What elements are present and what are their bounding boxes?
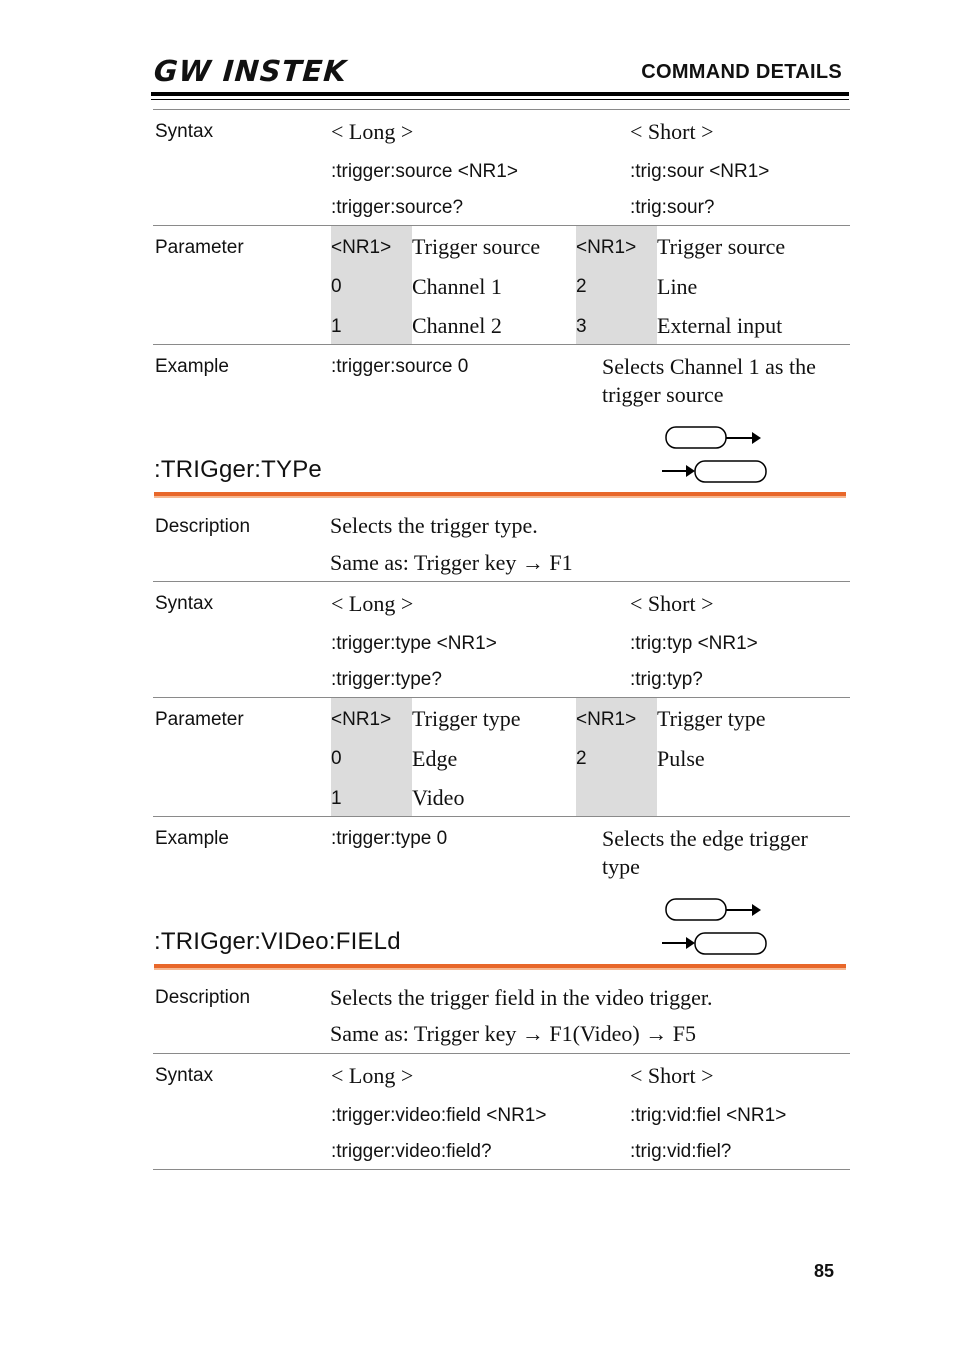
- short-query: :trig:sour?: [630, 197, 715, 218]
- param-desc: Line: [657, 274, 698, 299]
- command-title: :TRIGger:TYPe: [154, 456, 322, 483]
- divider: [153, 1053, 850, 1054]
- brand-logo: GW INSTEK: [152, 54, 349, 88]
- description-text: Selects the trigger type.: [330, 513, 538, 538]
- long-heading: < Long >: [331, 1063, 414, 1088]
- title-underline-shadow: [154, 968, 846, 970]
- param-code: 0: [331, 748, 342, 769]
- section-header: COMMAND DETAILS: [641, 61, 842, 83]
- param-code: <NR1>: [576, 709, 637, 730]
- set-query-icon: [660, 897, 770, 959]
- title-underline-shadow: [154, 496, 846, 498]
- param-code: 1: [331, 316, 342, 337]
- example-label: Example: [155, 828, 229, 849]
- param-desc: Pulse: [657, 746, 705, 771]
- param-code: 2: [576, 276, 587, 297]
- short-command: :trig:vid:fiel <NR1>: [630, 1105, 787, 1126]
- description-text: Same as: Trigger key → F1: [330, 550, 573, 575]
- divider: [153, 816, 850, 817]
- short-query: :trig:vid:fiel?: [630, 1141, 732, 1162]
- long-command: :trigger:video:field <NR1>: [331, 1105, 547, 1126]
- syntax-label: Syntax: [155, 1065, 214, 1086]
- divider: [153, 1169, 850, 1170]
- param-code: <NR1>: [576, 237, 637, 258]
- long-query: :trigger:type?: [331, 669, 442, 690]
- parameter-label: Parameter: [155, 709, 244, 730]
- param-desc: Trigger source: [657, 234, 786, 259]
- short-command: :trig:sour <NR1>: [630, 161, 770, 182]
- short-command: :trig:typ <NR1>: [630, 633, 758, 654]
- param-desc: Channel 2: [412, 313, 502, 338]
- syntax-label: Syntax: [155, 121, 214, 142]
- short-heading: < Short >: [630, 119, 714, 144]
- param-code: 0: [331, 276, 342, 297]
- set-query-icon: [660, 425, 770, 487]
- param-desc: External input: [657, 313, 783, 338]
- description-text: Selects the trigger field in the video trigger.: [330, 985, 713, 1010]
- header-rule-thin: [151, 99, 849, 100]
- long-query: :trigger:source?: [331, 197, 464, 218]
- long-query: :trigger:video:field?: [331, 1141, 492, 1162]
- example-desc: Selects Channel 1 as the: [602, 354, 816, 379]
- param-code: 3: [576, 316, 587, 337]
- divider: [153, 697, 850, 698]
- example-command: :trigger:source 0: [331, 356, 469, 377]
- param-desc: Channel 1: [412, 274, 502, 299]
- divider: [153, 344, 850, 345]
- param-desc: Trigger type: [412, 706, 521, 731]
- example-desc: type: [602, 854, 640, 879]
- description-label: Description: [155, 987, 251, 1008]
- short-query: :trig:typ?: [630, 669, 703, 690]
- syntax-label: Syntax: [155, 593, 214, 614]
- param-code: 1: [331, 788, 342, 809]
- short-heading: < Short >: [630, 1063, 714, 1088]
- page-number: 85: [813, 1261, 834, 1281]
- example-desc: Selects the edge trigger: [602, 826, 808, 851]
- param-code: <NR1>: [331, 709, 392, 730]
- command-title: :TRIGger:VIDeo:FIELd: [154, 928, 401, 955]
- divider: [153, 109, 850, 110]
- example-command: :trigger:type 0: [331, 828, 448, 849]
- header-rule: [151, 92, 849, 96]
- param-code: <NR1>: [331, 237, 392, 258]
- param-desc: Trigger source: [412, 234, 541, 259]
- long-heading: < Long >: [331, 119, 414, 144]
- description-label: Description: [155, 516, 251, 537]
- long-command: :trigger:type <NR1>: [331, 633, 497, 654]
- example-desc: trigger source: [602, 382, 724, 407]
- short-heading: < Short >: [630, 591, 714, 616]
- description-text: Same as: Trigger key → F1(Video) → F5: [330, 1021, 696, 1046]
- example-label: Example: [155, 356, 229, 377]
- param-code: 2: [576, 748, 587, 769]
- long-command: :trigger:source <NR1>: [331, 161, 518, 182]
- divider: [153, 581, 850, 582]
- param-desc: Trigger type: [657, 706, 766, 731]
- long-heading: < Long >: [331, 591, 414, 616]
- divider: [153, 225, 850, 226]
- parameter-label: Parameter: [155, 237, 244, 258]
- param-desc: Video: [412, 785, 465, 810]
- param-desc: Edge: [412, 746, 458, 771]
